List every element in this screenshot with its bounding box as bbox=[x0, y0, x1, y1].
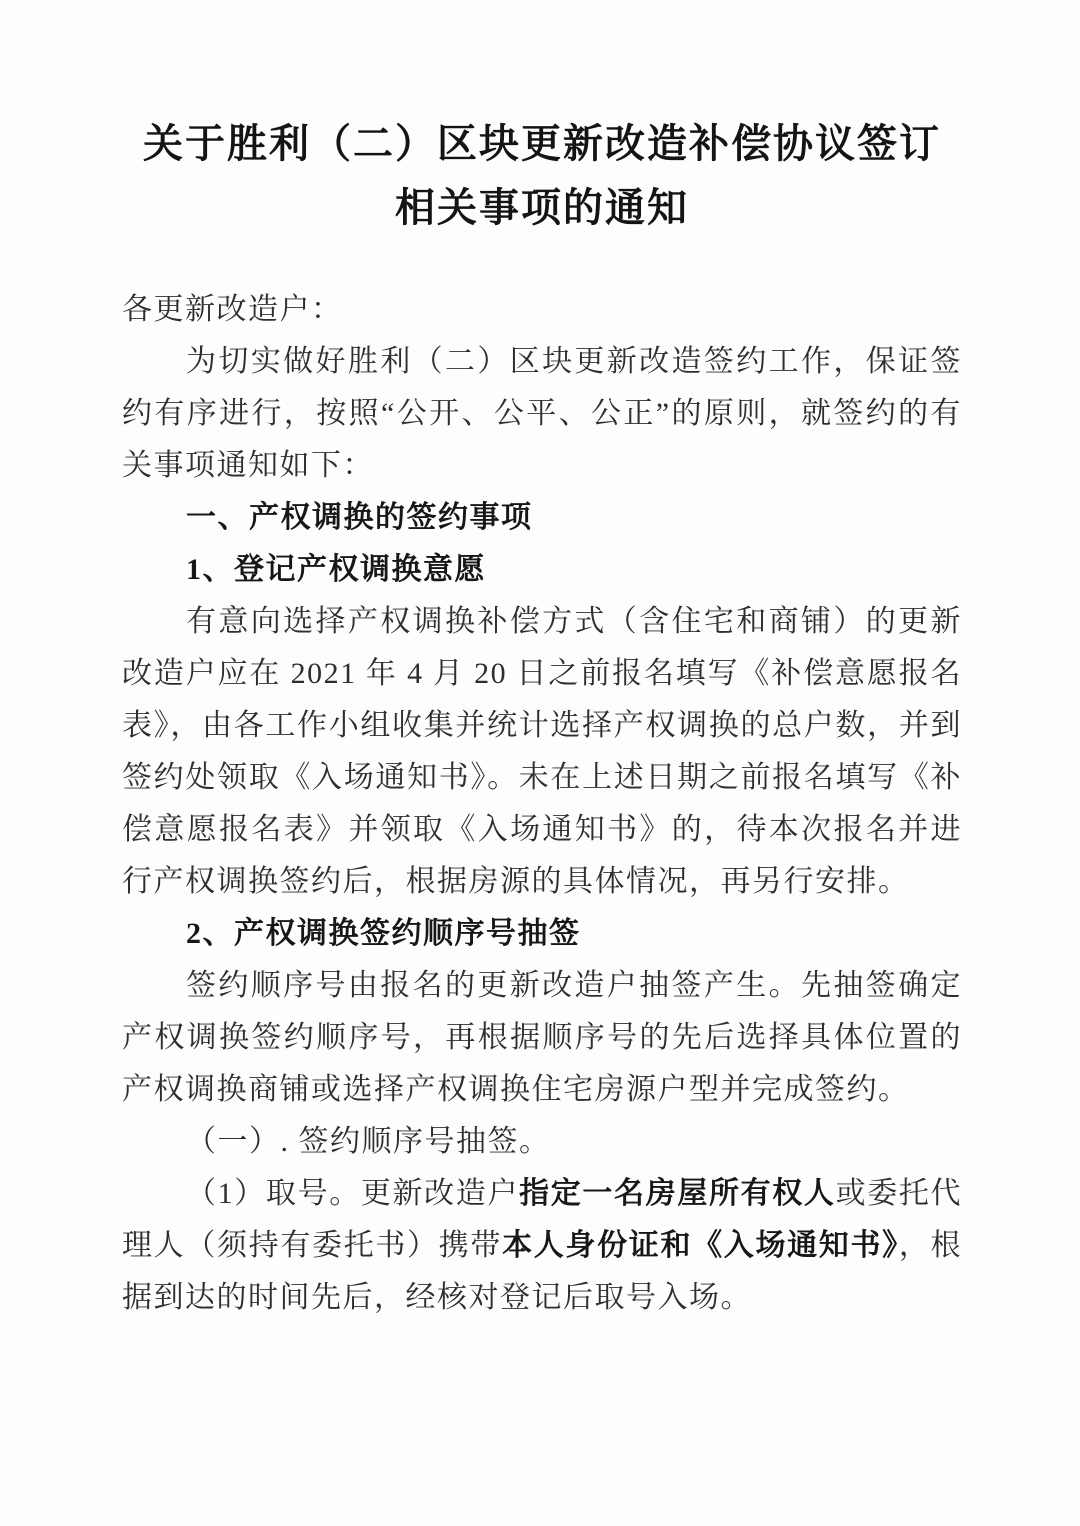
take-number-segment-2: 或委托代理人（须持有委托书）携带 bbox=[122, 1177, 963, 1262]
item-2-body-paragraph: 签约顺序号由报名的更新改造户抽签产生。先抽签确定产权调换签约顺序号，再根据顺序号的先后选择具体位置的产权调换商铺或选择产权调换住宅房源户型并完成签约。 bbox=[122, 969, 962, 1106]
intro-paragraph: 为切实做好胜利（二）区块更新改造签约工作，保证签约有序进行，按照“公开、公平、公正”的原则，就签约的有关事项通知如下： bbox=[122, 345, 962, 482]
salutation: 各更新改造户： bbox=[122, 293, 343, 326]
item-1-body-paragraph: 有意向选择产权调换补偿方式（含住宅和商铺）的更新改造户应在 2021 年 4 月 20 日之前报名填写《补偿意愿报名表》，由各工作小组收集并统计选择产权调换的总户数，并到签约处领取《入场通知书》。未在上述日期之前报名填写《补偿意愿报名表》并领取《入场通知书》的，待本次报名并进行产权调换签约后，根据房源的具体情况，再另行安排。 bbox=[122, 605, 962, 898]
section-1-heading: 一、产权调换的签约事项 bbox=[186, 501, 533, 534]
document-title bbox=[122, 112, 962, 240]
document-title-line-1: 关于胜利（二）区块更新改造补偿协议签订 bbox=[143, 122, 941, 166]
take-number-segment-3-bold: 本人身份证和《入场通知书》 bbox=[502, 1229, 899, 1262]
sub-item-1-label: （一）. 签约顺序号抽签。 bbox=[186, 1125, 551, 1158]
take-number-paragraph bbox=[122, 1168, 962, 1324]
document-title-line-2: 相关事项的通知 bbox=[395, 186, 689, 230]
take-number-segment-0: （1）取号。更新改造户 bbox=[186, 1177, 520, 1210]
item-2-heading: 2、产权调换签约顺序号抽签 bbox=[186, 917, 581, 950]
take-number-segment-1-bold: 指定一名房屋所有权人 bbox=[519, 1177, 836, 1210]
item-1-heading: 1、登记产权调换意愿 bbox=[186, 553, 486, 586]
take-number-segment-4: ，根据到达的时间先后，经核对登记后取号入场。 bbox=[122, 1229, 963, 1314]
